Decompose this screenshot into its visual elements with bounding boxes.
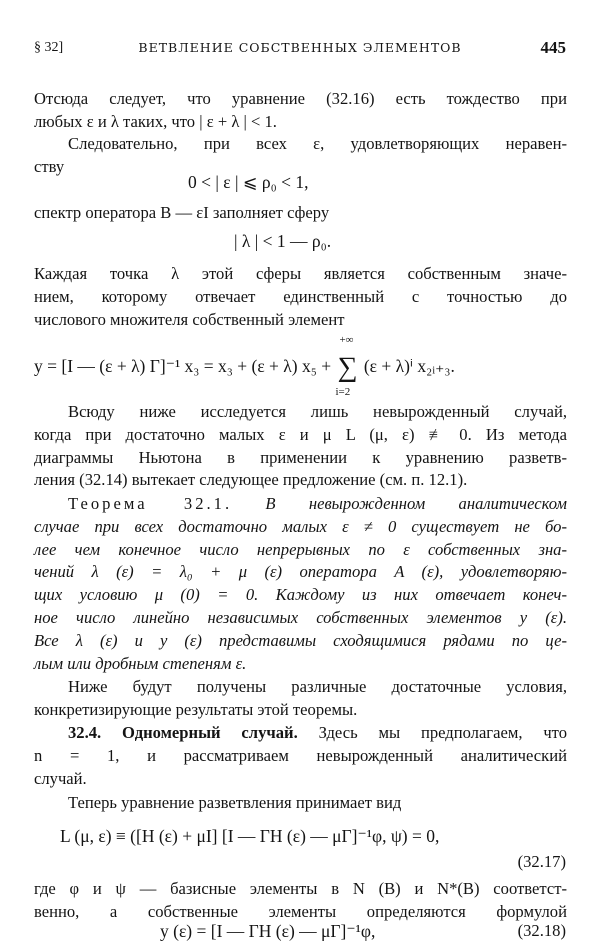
- header-section-ref: § 32]: [34, 40, 64, 55]
- text-line: Каждая точка λ этой сферы является собственным значе-: [34, 264, 567, 283]
- paragraph-6: [34, 676, 567, 722]
- equation-eigenelement: [34, 334, 455, 398]
- equation-inequality-eps: 0 < | ε | ⩽ ρ₀ < 1,: [188, 172, 309, 192]
- theorem-text: В невырожденном аналитическом: [265, 494, 567, 513]
- text-line: нием, которому отвечает единственный с точностью до: [34, 286, 567, 306]
- text-line: щих условию μ (0) = 0. Каждому из них отвечает конеч-: [34, 585, 567, 605]
- text-line: случай.: [34, 768, 87, 788]
- text-line: Все λ (ε) и y (ε) представимы сходящимися рядами по це-: [34, 630, 567, 650]
- paragraph-1: [34, 88, 567, 134]
- text-line: ления (32.14) вытекает следующее предложение (см. п. 12.1).: [34, 470, 468, 490]
- text-line: диаграммы Ньютона в применении к уравнению разветв-: [34, 447, 567, 467]
- text-line: ству: [34, 156, 65, 176]
- text-line: числового множителя собственный элемент: [34, 309, 345, 329]
- equation-number-32-18: (32.18): [517, 921, 566, 940]
- text-line: любых ε и λ таких, что | ε + λ | < 1.: [34, 111, 277, 131]
- section-32-4: [34, 722, 567, 790]
- text-line: Ниже будут получены различные достаточные условия,: [68, 677, 567, 696]
- text-line: Следовательно, при всех ε, удовлетворяющих неравен-: [68, 134, 567, 153]
- paragraph-3: [34, 202, 567, 225]
- eq-left: y = [I — (ε + λ) Γ]⁻¹ x₃ = x₃ + (ε + λ) x₅ +: [34, 356, 332, 377]
- text-line: лее чем конечное число непрерывных по ε собственных зна-: [34, 539, 567, 559]
- text-line: Теперь уравнение разветвления принимает вид: [68, 793, 402, 812]
- eq-right: (ε + λ)ⁱ x₂ᵢ₊₃.: [363, 356, 455, 377]
- equation-branching: L (μ, ε) ≡ ([H (ε) + μI] [I — ΓH (ε) — μΓ]⁻¹φ, ψ) = 0,: [60, 826, 440, 846]
- sum-symbol: ∑ +∞ i=2: [335, 334, 358, 398]
- sum-lower-limit: i=2: [335, 386, 351, 398]
- text-line: когда при достаточно малых ε и μ L (μ, ε) ≢ 0. Из метода: [34, 424, 567, 444]
- section-heading: 32.4. Одномерный случай.: [68, 723, 298, 742]
- text-line: венно, а собственные элементы определяются формулой: [34, 901, 567, 921]
- paragraph-7: [34, 792, 567, 815]
- text-line: конкретизирующие результаты этой теоремы.: [34, 699, 358, 719]
- text-line: 32.4. Одномерный случай. Здесь мы предполагаем, что: [68, 723, 567, 742]
- equation-eigenvector-formula: y (ε) = [I — ΓH (ε) — μΓ]⁻¹φ,: [160, 921, 376, 941]
- equation-sphere: | λ | < 1 — ρ₀.: [234, 231, 332, 251]
- text-line: чений λ (ε) = λ₀ + μ (ε) оператора A (ε), удовлетворяю-: [34, 562, 567, 582]
- text-line: ное число линейно независимых собственных элементов y (ε).: [34, 607, 567, 627]
- text-line: Всюду ниже исследуется лишь невырожденный случай,: [68, 402, 567, 421]
- equation-number-32-17: (32.17): [517, 852, 566, 871]
- theorem-32-1: [34, 493, 567, 675]
- text-line: спектр оператора B — εI заполняет сферу: [34, 203, 330, 222]
- text-line: n = 1, и рассматриваем невырожденный аналитический: [34, 745, 567, 765]
- text-line: [34, 493, 567, 516]
- theorem-label: Теорема 32.1.: [68, 494, 233, 513]
- text-line: лым или дробным степеням ε.: [34, 653, 247, 673]
- text-line: случае при всех достаточно малых ε ≠ 0 существует не бо-: [34, 516, 567, 536]
- header-title: ВЕТВЛЕНИЕ СОБСТВЕННЫХ ЭЛЕМЕНТОВ: [138, 40, 462, 55]
- paragraph-5: [34, 401, 567, 492]
- text-line: Отсюда следует, что уравнение (32.16) есть тождество при: [34, 89, 567, 108]
- running-header: [34, 40, 566, 60]
- text-line: где φ и ψ — базисные элементы в N (B) и N*(B) соответст-: [34, 879, 567, 898]
- paragraph-4: [34, 263, 567, 331]
- sum-upper-limit: +∞: [339, 334, 354, 346]
- paragraph-8: [34, 878, 567, 924]
- page-number: 445: [540, 38, 566, 57]
